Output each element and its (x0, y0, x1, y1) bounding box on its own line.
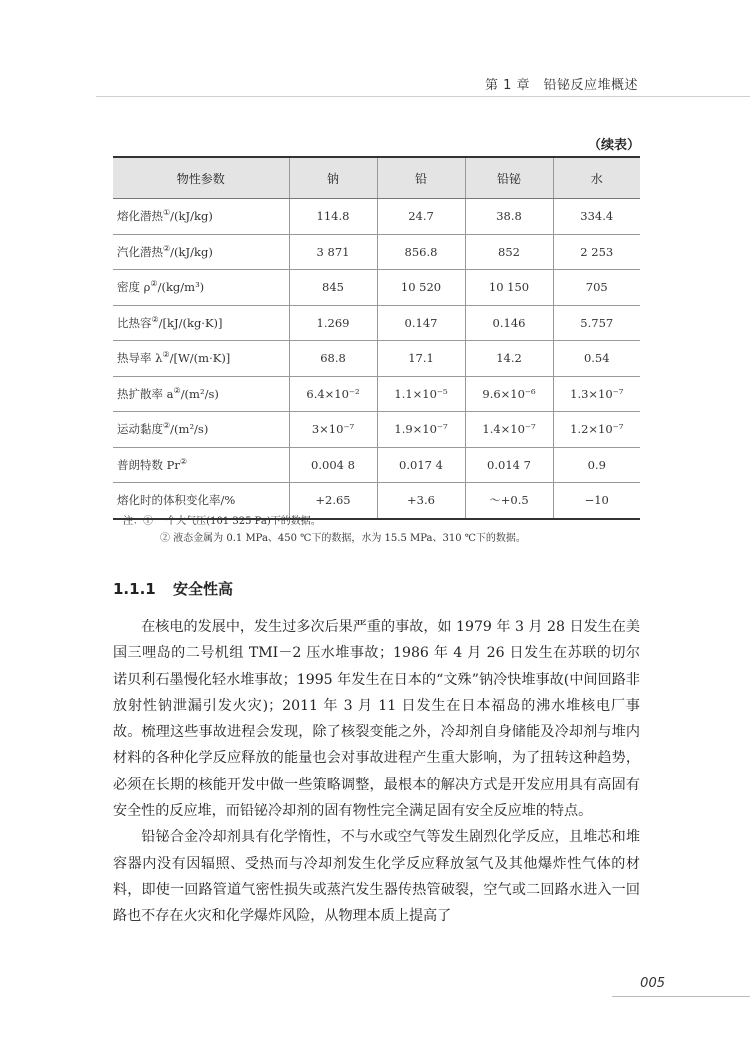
value-cell: 0.9 (553, 447, 640, 483)
value-cell: 38.8 (465, 199, 553, 235)
value-cell: 1.2×10⁻⁷ (553, 412, 640, 448)
running-header: 第 1 章 铅铋反应堆概述 (484, 78, 638, 93)
value-cell: 0.146 (465, 305, 553, 341)
value-cell: 114.8 (289, 199, 377, 235)
parameter-name: 运动黏度 (117, 422, 163, 437)
value-cell: 0.014 7 (465, 447, 553, 483)
table-row (113, 376, 640, 412)
value-cell: 1.9×10⁻⁷ (377, 412, 465, 448)
value-cell: 0.004 8 (289, 447, 377, 483)
note-mark: ② (173, 385, 181, 395)
value-cell: 334.4 (553, 199, 640, 235)
note-mark: ② (150, 279, 158, 289)
value-cell: +3.6 (377, 483, 465, 519)
footer-rule (612, 996, 750, 997)
table-row (113, 305, 640, 341)
section-number: 1.1.1 (113, 580, 156, 598)
header-sodium: 钠 (289, 157, 377, 199)
header-rule (96, 96, 750, 97)
header-lead: 铅 (377, 157, 465, 199)
value-cell: 856.8 (377, 234, 465, 270)
note-mark: ② (163, 421, 171, 431)
parameter-unit: /[W/(m·K)] (169, 351, 231, 366)
value-cell: 1.269 (289, 305, 377, 341)
table-continued-label: （续表） (587, 138, 640, 153)
parameter-unit: /(kJ/kg) (170, 209, 213, 224)
row-parameter (113, 234, 289, 270)
value-cell: 1.3×10⁻⁷ (553, 376, 640, 412)
parameter-unit: /(m²/s) (170, 422, 209, 437)
parameter-unit: /(m²/s) (180, 386, 219, 401)
section-heading (113, 578, 233, 599)
paragraph-1: 在核电的发展中，发生过多次后果严重的事故，如 1979 年 3 月 28 日发生在美国三哩岛的二号机组 TMI－2 压水堆事故；1986 年 4 月 26 日发生在苏联的切尔诺贝利石墨慢化轻水堆事故；1995 年发生在日本的“文殊”钠冷快堆事故(中间回路非放射性钠泄漏引发火灾)；2011 年 3 月 11 日发生在日本福岛的沸水堆核电厂事故。梳理这些事故进程会发现，除了核裂变能之外，冷却剂自身储能及冷却剂与堆内材料的各种化学反应释放的能量也会对事故进程产生重大影响，为了扭转这种趋势，必须在长期的核能开发中做一些策略调整，最根本的解决方式是开发应用具有高固有安全性的反应堆，而铅铋冷却剂的固有物性完全满足固有安全反应堆的特点。 (113, 619, 640, 820)
body-text (113, 614, 640, 930)
table-row (113, 199, 640, 235)
section-title: 安全性高 (172, 580, 233, 598)
parameter-unit: /(kg/m³) (157, 280, 205, 295)
table-header-row (113, 157, 640, 199)
parameter-name: 密度 ρ (117, 280, 151, 295)
row-parameter (113, 199, 289, 235)
value-cell: 0.147 (377, 305, 465, 341)
value-cell: 10 520 (377, 270, 465, 306)
table-row (113, 234, 640, 270)
header-parameter: 物性参数 (113, 157, 289, 199)
row-parameter (113, 412, 289, 448)
header-lead-bismuth: 铅铋 (465, 157, 553, 199)
parameter-name: 汽化潜热 (117, 244, 163, 259)
note-mark: ① (163, 208, 171, 218)
value-cell: 705 (553, 270, 640, 306)
properties-table (113, 156, 640, 520)
table-row (113, 412, 640, 448)
value-cell: 17.1 (377, 341, 465, 377)
value-cell: 845 (289, 270, 377, 306)
row-parameter (113, 376, 289, 412)
note-mark: ② (162, 350, 170, 360)
paragraph-2: 铅铋合金冷却剂具有化学惰性，不与水或空气等发生剧烈化学反应，且堆芯和堆容器内没有因辐照、受热而与冷却剂发生化学反应释放氢气及其他爆炸性气体的材料，即使一回路管道气密性损失或蒸汽发生器传热管破裂，空气或二回路水进入一回路也不存在火灾和化学爆炸风险，从物理本质上提高了 (113, 829, 640, 925)
value-cell: 1.1×10⁻⁵ (377, 376, 465, 412)
value-cell: ～+0.5 (465, 483, 553, 519)
note-1: 注：① 一个大气压(101 325 Pa)下的数据。 (123, 516, 321, 527)
parameter-unit: /(kJ/kg) (170, 244, 213, 259)
value-cell: 9.6×10⁻⁶ (465, 376, 553, 412)
parameter-name: 普朗特数 Pr (117, 457, 180, 472)
parameter-name: 熔化潜热 (117, 209, 163, 224)
table-notes (123, 513, 643, 547)
parameter-name: 热导率 λ (117, 351, 163, 366)
value-cell: 3×10⁻⁷ (289, 412, 377, 448)
value-cell: 3 871 (289, 234, 377, 270)
value-cell: 1.4×10⁻⁷ (465, 412, 553, 448)
value-cell: 0.017 4 (377, 447, 465, 483)
row-parameter (113, 270, 289, 306)
note-mark: ② (163, 243, 171, 253)
header-water: 水 (553, 157, 640, 199)
value-cell: 10 150 (465, 270, 553, 306)
note-2: ② 液态金属为 0.1 MPa、450 ℃下的数据，水为 15.5 MPa、310 ℃下的数据。 (160, 533, 526, 544)
value-cell: +2.65 (289, 483, 377, 519)
note-mark: ② (151, 314, 159, 324)
table-row (113, 447, 640, 483)
note-mark: ② (179, 456, 188, 466)
value-cell: 24.7 (377, 199, 465, 235)
parameter-name: 比热容 (117, 315, 152, 330)
value-cell: 2 253 (553, 234, 640, 270)
value-cell: 0.54 (553, 341, 640, 377)
value-cell: 68.8 (289, 341, 377, 377)
value-cell: 5.757 (553, 305, 640, 341)
value-cell: 14.2 (465, 341, 553, 377)
parameter-name: 热扩散率 a (117, 386, 174, 401)
row-parameter (113, 341, 289, 377)
value-cell: 6.4×10⁻² (289, 376, 377, 412)
value-cell: 852 (465, 234, 553, 270)
row-parameter (113, 305, 289, 341)
parameter-name: 熔化时的体积变化率/% (117, 493, 236, 508)
page-number: 005 (640, 976, 665, 991)
table-row (113, 341, 640, 377)
parameter-unit: /[kJ/(kg·K)] (158, 315, 223, 330)
value-cell: −10 (553, 483, 640, 519)
table-row (113, 270, 640, 306)
row-parameter (113, 447, 289, 483)
